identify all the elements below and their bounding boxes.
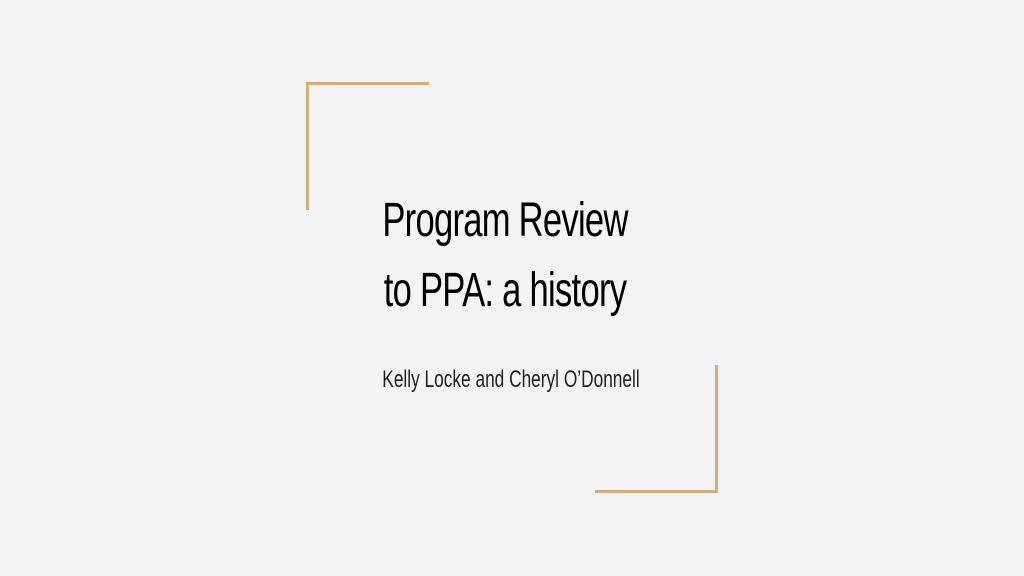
bottom-right-bracket-vertical xyxy=(715,365,718,493)
slide-title xyxy=(357,186,652,326)
slide-title-line-2: to PPA: a history xyxy=(383,264,627,317)
slide-subtitle: Kelly Locke and Cheryl O’Donnell xyxy=(382,366,640,393)
top-left-bracket-vertical xyxy=(306,82,309,210)
top-left-bracket-horizontal xyxy=(306,82,429,85)
bottom-right-bracket-horizontal xyxy=(595,490,718,493)
slide-title-line-1: Program Review xyxy=(382,194,628,247)
